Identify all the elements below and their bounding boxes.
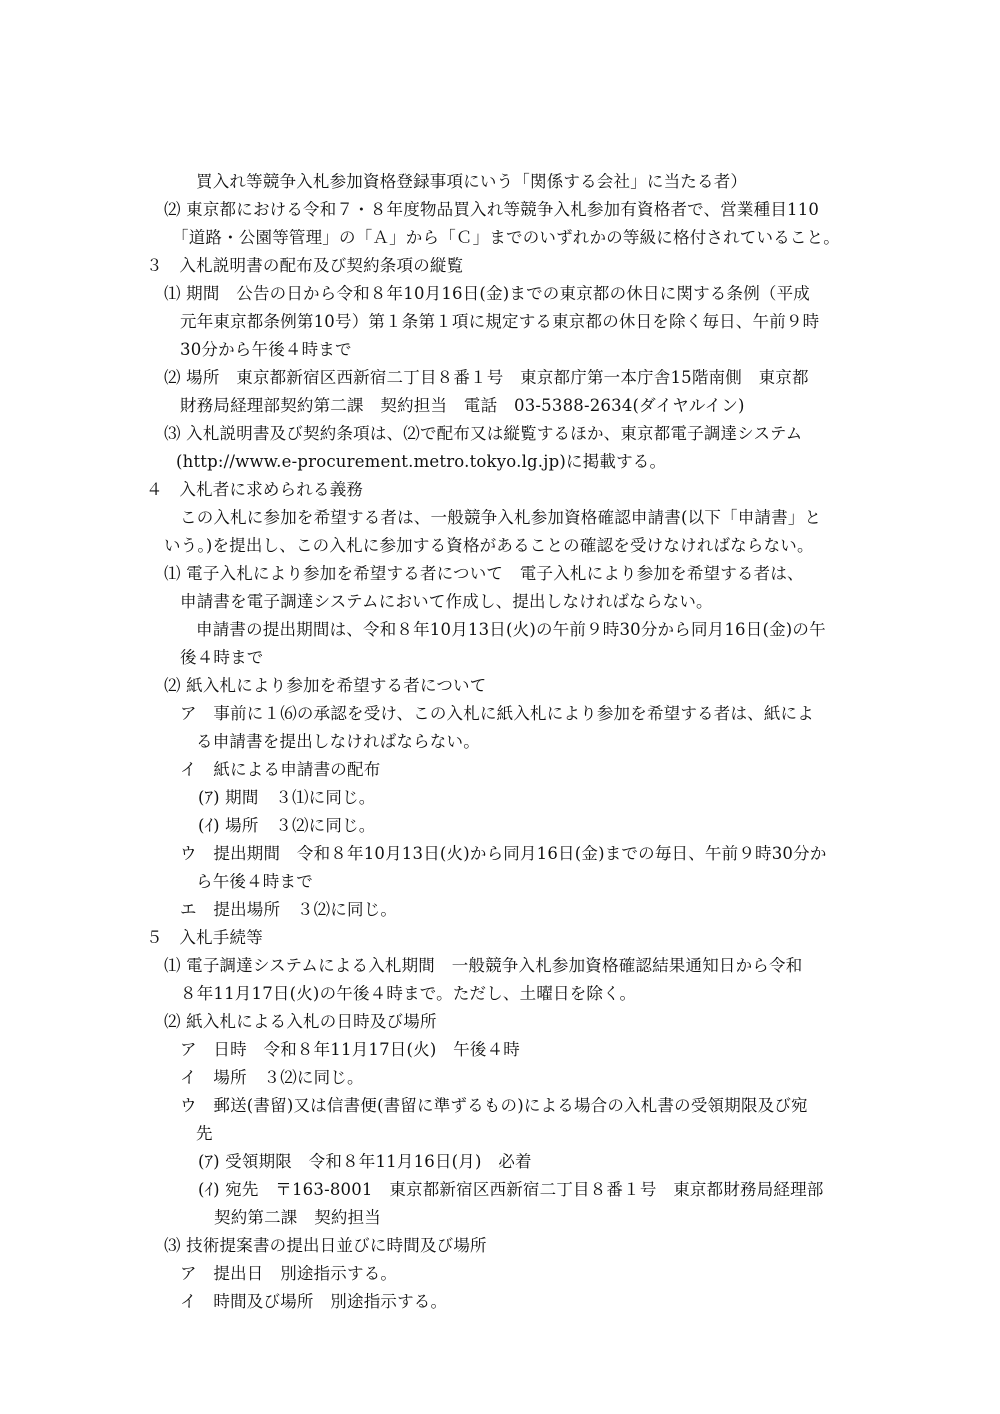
text-line: ⑴ 電子調達システムによる入札期間 一般競争入札参加資格確認結果通知日から令和 (164, 956, 803, 975)
text-line: ８年11月17日(火)の午後４時まで。ただし、土曜日を除く。 (180, 984, 637, 1003)
section-heading: ４ 入札者に求められる義務 (146, 480, 364, 499)
text-line: 契約第二課 契約担当 (214, 1208, 381, 1227)
text-line: (ｲ) 宛先 〒163-8001 東京都新宿区西新宿二丁目８番１号 東京都財務局経理部 (198, 1180, 824, 1199)
text-line: 先 (196, 1124, 213, 1143)
text-line: 買入れ等競争入札参加資格登録事項にいう「関係する会社」に当たる者） (196, 172, 748, 191)
text-line: イ 時間及び場所 別途指示する。 (180, 1292, 448, 1311)
text-line: この入札に参加を希望する者は、一般競争入札参加資格確認申請書(以下「申請書」と (180, 508, 822, 527)
text-line: ⑶ 入札説明書及び契約条項は、⑵で配布又は縦覧するほか、東京都電子調達システム (164, 424, 803, 443)
text-line: いう。)を提出し、この入札に参加する資格があることの確認を受けなければならない。 (164, 536, 814, 555)
text-line: 後４時まで (180, 648, 264, 667)
text-line: 「道路・公園等管理」の「Ａ」から「Ｃ」までのいずれかの等級に格付されていること。 (172, 228, 840, 247)
text-line: ⑵ 場所 東京都新宿区西新宿二丁目８番１号 東京都庁第一本庁舎15階南側 東京都 (164, 368, 809, 387)
text-line: イ 紙による申請書の配布 (180, 760, 381, 779)
text-line: ⑴ 電子入札により参加を希望する者について 電子入札により参加を希望する者は、 (164, 564, 804, 583)
text-line: (ｱ) 期間 ３⑴に同じ。 (198, 788, 376, 807)
text-line: (ｱ) 受領期限 令和８年11月16日(月) 必着 (198, 1152, 532, 1171)
text-line: ⑶ 技術提案書の提出日並びに時間及び場所 (164, 1236, 487, 1255)
text-line: ⑵ 東京都における令和７・８年度物品買入れ等競争入札参加有資格者で、営業種目110 (164, 200, 820, 219)
text-line: ⑵ 紙入札による入札の日時及び場所 (164, 1012, 437, 1031)
text-line: ら午後４時まで (196, 872, 313, 891)
text-line: 元年東京都条例第10号）第１条第１項に規定する東京都の休日を除く毎日、午前９時 (180, 312, 820, 331)
text-line: エ 提出場所 ３⑵に同じ。 (180, 900, 398, 919)
section-heading: ３ 入札説明書の配布及び契約条項の縦覧 (146, 256, 464, 275)
text-line: る申請書を提出しなければならない。 (196, 732, 480, 751)
text-line: ⑵ 紙入札により参加を希望する者について (164, 676, 487, 695)
text-line: イ 場所 ３⑵に同じ。 (180, 1068, 364, 1087)
text-line: 30分から午後４時まで (180, 340, 352, 359)
text-line: ア 日時 令和８年11月17日(火) 午後４時 (180, 1040, 520, 1059)
text-line: (ｲ) 場所 ３⑵に同じ。 (198, 816, 376, 835)
text-line: 申請書を電子調達システムにおいて作成し、提出しなければならない。 (180, 592, 713, 611)
text-line: ア 事前に１⑹の承認を受け、この入札に紙入札により参加を希望する者は、紙によ (180, 704, 814, 723)
text-line: 財務局経理部契約第二課 契約担当 電話 03-5388-2634(ダイヤルイン) (180, 396, 745, 415)
text-line: 申請書の提出期間は、令和８年10月13日(火)の午前９時30分から同月16日(金)の午 (196, 620, 826, 639)
text-line: ア 提出日 別途指示する。 (180, 1264, 398, 1283)
text-line: ウ 提出期間 令和８年10月13日(火)から同月16日(金)までの毎日、午前９時30分か (180, 844, 827, 863)
text-line: (http://www.e-procurement.metro.tokyo.lg.jp)に掲載する。 (176, 452, 667, 471)
text-line: ウ 郵送(書留)又は信書便(書留に準ずるもの)による場合の入札書の受領期限及び宛 (180, 1096, 808, 1115)
text-line: ⑴ 期間 公告の日から令和８年10月16日(金)までの東京都の休日に関する条例（平成 (164, 284, 811, 303)
section-heading: ５ 入札手続等 (146, 928, 263, 947)
